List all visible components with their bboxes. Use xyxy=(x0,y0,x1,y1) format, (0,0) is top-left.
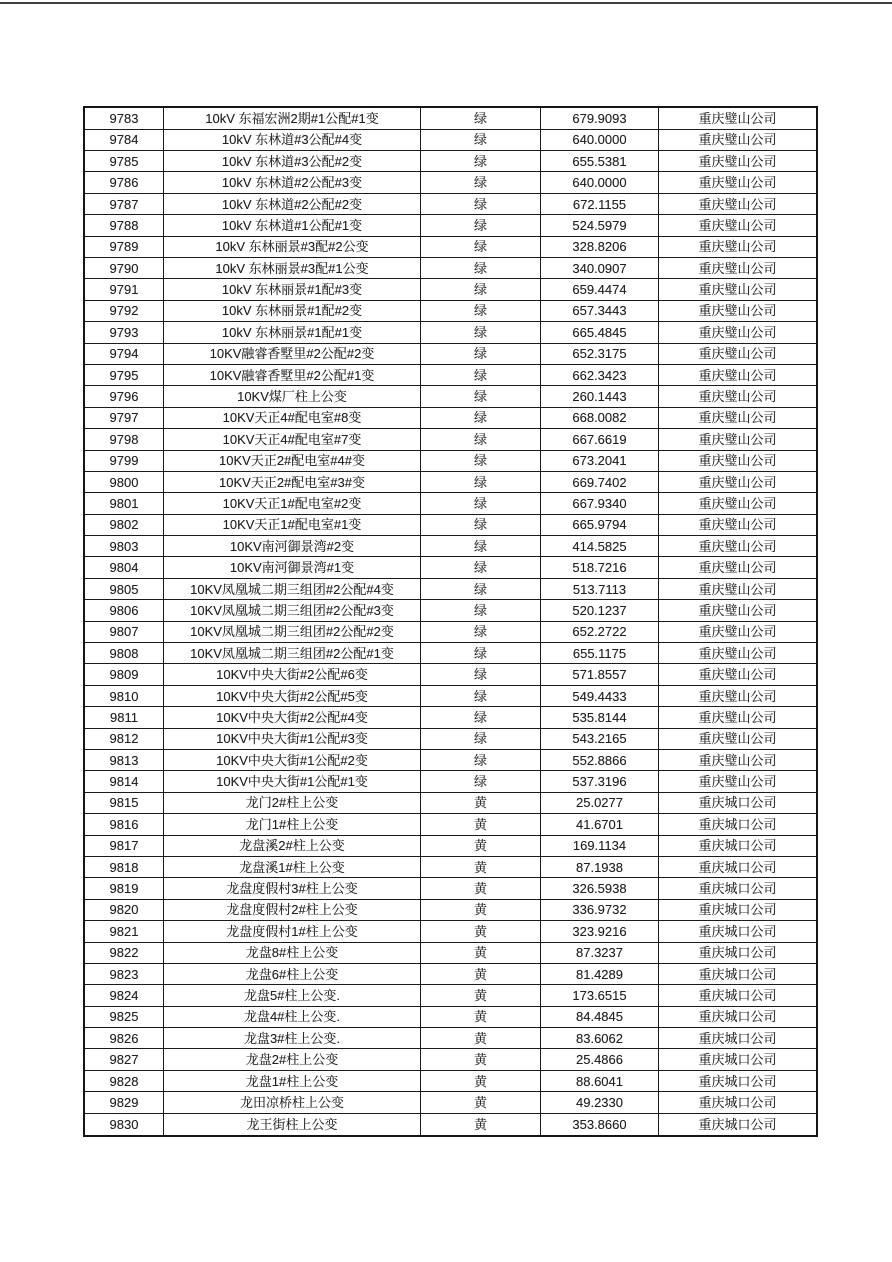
company-cell: 重庆璧山公司 xyxy=(659,471,818,492)
table-row xyxy=(84,151,817,172)
table-row xyxy=(84,899,817,920)
value-cell: 414.5825 xyxy=(541,536,659,557)
color-flag-cell: 绿 xyxy=(421,621,541,642)
value-cell: 672.1155 xyxy=(541,193,659,214)
color-flag-cell: 绿 xyxy=(421,236,541,257)
value-cell: 49.2330 xyxy=(541,1092,659,1113)
color-flag-cell: 绿 xyxy=(421,749,541,770)
device-name-cell: 10KV天正4#配电室#8变 xyxy=(164,407,421,428)
value-cell: 25.0277 xyxy=(541,792,659,813)
table-row xyxy=(84,1006,817,1027)
color-flag-cell: 绿 xyxy=(421,600,541,621)
device-name-cell: 10KV凤凰城二期三组团#2公配#1变 xyxy=(164,643,421,664)
company-cell: 重庆璧山公司 xyxy=(659,215,818,236)
row-id-cell: 9814 xyxy=(84,771,164,792)
device-name-cell: 10KV凤凰城二期三组团#2公配#4变 xyxy=(164,578,421,599)
value-cell: 88.6041 xyxy=(541,1070,659,1091)
row-id-cell: 9800 xyxy=(84,471,164,492)
company-cell: 重庆璧山公司 xyxy=(659,258,818,279)
color-flag-cell: 绿 xyxy=(421,771,541,792)
value-cell: 673.2041 xyxy=(541,450,659,471)
row-id-cell: 9783 xyxy=(84,107,164,129)
row-id-cell: 9820 xyxy=(84,899,164,920)
company-cell: 重庆城口公司 xyxy=(659,963,818,984)
device-name-cell: 龙门2#柱上公变 xyxy=(164,792,421,813)
device-name-cell: 10KV南河御景湾#1变 xyxy=(164,557,421,578)
color-flag-cell: 黄 xyxy=(421,899,541,920)
value-cell: 655.1175 xyxy=(541,643,659,664)
row-id-cell: 9808 xyxy=(84,643,164,664)
device-name-cell: 10kV 东林丽景#3配#2公变 xyxy=(164,236,421,257)
value-cell: 25.4866 xyxy=(541,1049,659,1070)
value-cell: 260.1443 xyxy=(541,386,659,407)
value-cell: 81.4289 xyxy=(541,963,659,984)
row-id-cell: 9785 xyxy=(84,151,164,172)
device-name-cell: 10KV凤凰城二期三组团#2公配#2变 xyxy=(164,621,421,642)
value-cell: 543.2165 xyxy=(541,728,659,749)
table-row xyxy=(84,215,817,236)
color-flag-cell: 绿 xyxy=(421,215,541,236)
company-cell: 重庆城口公司 xyxy=(659,1028,818,1049)
value-cell: 535.8144 xyxy=(541,707,659,728)
row-id-cell: 9805 xyxy=(84,578,164,599)
row-id-cell: 9792 xyxy=(84,300,164,321)
table-row xyxy=(84,322,817,343)
table-row xyxy=(84,600,817,621)
company-cell: 重庆城口公司 xyxy=(659,835,818,856)
device-name-cell: 10kV 东林丽景#3配#1公变 xyxy=(164,258,421,279)
device-name-cell: 10KV天正1#配电室#1变 xyxy=(164,514,421,535)
value-cell: 340.0907 xyxy=(541,258,659,279)
company-cell: 重庆璧山公司 xyxy=(659,129,818,150)
device-name-cell: 10KV天正4#配电室#7变 xyxy=(164,429,421,450)
value-cell: 665.4845 xyxy=(541,322,659,343)
company-cell: 重庆璧山公司 xyxy=(659,707,818,728)
table-row xyxy=(84,685,817,706)
device-name-cell: 龙盘4#柱上公变. xyxy=(164,1006,421,1027)
device-name-cell: 10KV天正2#配电室#4#变 xyxy=(164,450,421,471)
color-flag-cell: 黄 xyxy=(421,963,541,984)
company-cell: 重庆璧山公司 xyxy=(659,514,818,535)
row-id-cell: 9788 xyxy=(84,215,164,236)
company-cell: 重庆城口公司 xyxy=(659,1006,818,1027)
table-row xyxy=(84,450,817,471)
color-flag-cell: 绿 xyxy=(421,429,541,450)
row-id-cell: 9807 xyxy=(84,621,164,642)
table-row xyxy=(84,193,817,214)
value-cell: 513.7113 xyxy=(541,578,659,599)
scan-edge-line xyxy=(0,2,892,4)
company-cell: 重庆城口公司 xyxy=(659,899,818,920)
device-name-cell: 龙盘2#柱上公变 xyxy=(164,1049,421,1070)
value-cell: 571.8557 xyxy=(541,664,659,685)
table-row xyxy=(84,1070,817,1091)
color-flag-cell: 绿 xyxy=(421,322,541,343)
company-cell: 重庆璧山公司 xyxy=(659,621,818,642)
table-row xyxy=(84,985,817,1006)
company-cell: 重庆璧山公司 xyxy=(659,386,818,407)
table-row xyxy=(84,236,817,257)
row-id-cell: 9796 xyxy=(84,386,164,407)
value-cell: 657.3443 xyxy=(541,300,659,321)
company-cell: 重庆璧山公司 xyxy=(659,107,818,129)
device-name-cell: 龙盘度假村1#柱上公变 xyxy=(164,921,421,942)
color-flag-cell: 绿 xyxy=(421,279,541,300)
table-row xyxy=(84,493,817,514)
device-name-cell: 10kV 东林丽景#1配#1变 xyxy=(164,322,421,343)
company-cell: 重庆璧山公司 xyxy=(659,493,818,514)
device-name-cell: 10kV 东林丽景#1配#3变 xyxy=(164,279,421,300)
row-id-cell: 9811 xyxy=(84,707,164,728)
color-flag-cell: 黄 xyxy=(421,921,541,942)
table-row xyxy=(84,749,817,770)
table-body xyxy=(84,107,817,1136)
table-row xyxy=(84,963,817,984)
device-name-cell: 10KV南河御景湾#2变 xyxy=(164,536,421,557)
color-flag-cell: 绿 xyxy=(421,129,541,150)
device-name-cell: 10kV 东林丽景#1配#2变 xyxy=(164,300,421,321)
value-cell: 328.8206 xyxy=(541,236,659,257)
table-row xyxy=(84,172,817,193)
row-id-cell: 9806 xyxy=(84,600,164,621)
color-flag-cell: 黄 xyxy=(421,835,541,856)
company-cell: 重庆璧山公司 xyxy=(659,450,818,471)
device-name-cell: 10KV中央大街#2公配#4变 xyxy=(164,707,421,728)
row-id-cell: 9816 xyxy=(84,814,164,835)
device-name-cell: 龙盘度假村3#柱上公变 xyxy=(164,878,421,899)
value-cell: 659.4474 xyxy=(541,279,659,300)
company-cell: 重庆璧山公司 xyxy=(659,151,818,172)
company-cell: 重庆璧山公司 xyxy=(659,536,818,557)
table-row xyxy=(84,279,817,300)
table-row xyxy=(84,343,817,364)
row-id-cell: 9786 xyxy=(84,172,164,193)
device-name-cell: 龙盘度假村2#柱上公变 xyxy=(164,899,421,920)
color-flag-cell: 绿 xyxy=(421,364,541,385)
device-name-cell: 龙盘1#柱上公变 xyxy=(164,1070,421,1091)
color-flag-cell: 绿 xyxy=(421,193,541,214)
value-cell: 668.0082 xyxy=(541,407,659,428)
row-id-cell: 9815 xyxy=(84,792,164,813)
color-flag-cell: 黄 xyxy=(421,878,541,899)
table-row xyxy=(84,664,817,685)
table-row xyxy=(84,386,817,407)
value-cell: 326.5938 xyxy=(541,878,659,899)
color-flag-cell: 绿 xyxy=(421,685,541,706)
table-row xyxy=(84,878,817,899)
row-id-cell: 9813 xyxy=(84,749,164,770)
value-cell: 665.9794 xyxy=(541,514,659,535)
color-flag-cell: 绿 xyxy=(421,707,541,728)
row-id-cell: 9829 xyxy=(84,1092,164,1113)
value-cell: 84.4845 xyxy=(541,1006,659,1027)
company-cell: 重庆璧山公司 xyxy=(659,557,818,578)
value-cell: 87.1938 xyxy=(541,856,659,877)
device-name-cell: 龙盘溪1#柱上公变 xyxy=(164,856,421,877)
value-cell: 669.7402 xyxy=(541,471,659,492)
color-flag-cell: 绿 xyxy=(421,258,541,279)
color-flag-cell: 黄 xyxy=(421,985,541,1006)
table-row xyxy=(84,814,817,835)
device-name-cell: 10KV中央大街#1公配#2变 xyxy=(164,749,421,770)
company-cell: 重庆城口公司 xyxy=(659,1092,818,1113)
row-id-cell: 9830 xyxy=(84,1113,164,1136)
device-name-cell: 龙王街柱上公变 xyxy=(164,1113,421,1136)
table-row xyxy=(84,728,817,749)
value-cell: 662.3423 xyxy=(541,364,659,385)
value-cell: 552.8866 xyxy=(541,749,659,770)
company-cell: 重庆璧山公司 xyxy=(659,600,818,621)
value-cell: 652.3175 xyxy=(541,343,659,364)
row-id-cell: 9809 xyxy=(84,664,164,685)
company-cell: 重庆璧山公司 xyxy=(659,322,818,343)
color-flag-cell: 黄 xyxy=(421,814,541,835)
table-row xyxy=(84,792,817,813)
value-cell: 537.3196 xyxy=(541,771,659,792)
value-cell: 169.1134 xyxy=(541,835,659,856)
device-name-cell: 10kV 东林道#1公配#1变 xyxy=(164,215,421,236)
row-id-cell: 9797 xyxy=(84,407,164,428)
transformer-table xyxy=(83,106,818,1137)
row-id-cell: 9795 xyxy=(84,364,164,385)
company-cell: 重庆城口公司 xyxy=(659,1049,818,1070)
table-row xyxy=(84,643,817,664)
table-row xyxy=(84,514,817,535)
device-name-cell: 龙盘溪2#柱上公变 xyxy=(164,835,421,856)
row-id-cell: 9825 xyxy=(84,1006,164,1027)
color-flag-cell: 绿 xyxy=(421,343,541,364)
device-name-cell: 10kV 东林道#3公配#2变 xyxy=(164,151,421,172)
company-cell: 重庆城口公司 xyxy=(659,878,818,899)
row-id-cell: 9784 xyxy=(84,129,164,150)
table-row xyxy=(84,1113,817,1136)
row-id-cell: 9824 xyxy=(84,985,164,1006)
table-row xyxy=(84,621,817,642)
value-cell: 549.4433 xyxy=(541,685,659,706)
table-row xyxy=(84,300,817,321)
table-row xyxy=(84,771,817,792)
color-flag-cell: 黄 xyxy=(421,856,541,877)
company-cell: 重庆璧山公司 xyxy=(659,664,818,685)
value-cell: 520.1237 xyxy=(541,600,659,621)
row-id-cell: 9803 xyxy=(84,536,164,557)
device-name-cell: 10KV中央大街#1公配#3变 xyxy=(164,728,421,749)
row-id-cell: 9791 xyxy=(84,279,164,300)
device-name-cell: 10KV天正2#配电室#3#变 xyxy=(164,471,421,492)
device-name-cell: 龙盘5#柱上公变. xyxy=(164,985,421,1006)
company-cell: 重庆城口公司 xyxy=(659,792,818,813)
value-cell: 41.6701 xyxy=(541,814,659,835)
table-row xyxy=(84,471,817,492)
company-cell: 重庆璧山公司 xyxy=(659,364,818,385)
color-flag-cell: 绿 xyxy=(421,407,541,428)
device-name-cell: 龙门1#柱上公变 xyxy=(164,814,421,835)
table-row xyxy=(84,835,817,856)
row-id-cell: 9787 xyxy=(84,193,164,214)
row-id-cell: 9810 xyxy=(84,685,164,706)
color-flag-cell: 绿 xyxy=(421,386,541,407)
company-cell: 重庆璧山公司 xyxy=(659,685,818,706)
company-cell: 重庆城口公司 xyxy=(659,814,818,835)
color-flag-cell: 黄 xyxy=(421,1070,541,1091)
value-cell: 336.9732 xyxy=(541,899,659,920)
table-row xyxy=(84,429,817,450)
table-row xyxy=(84,1049,817,1070)
row-id-cell: 9828 xyxy=(84,1070,164,1091)
company-cell: 重庆璧山公司 xyxy=(659,343,818,364)
company-cell: 重庆璧山公司 xyxy=(659,236,818,257)
company-cell: 重庆城口公司 xyxy=(659,1113,818,1136)
row-id-cell: 9801 xyxy=(84,493,164,514)
row-id-cell: 9804 xyxy=(84,557,164,578)
table-row xyxy=(84,107,817,129)
value-cell: 83.6062 xyxy=(541,1028,659,1049)
table-row xyxy=(84,921,817,942)
row-id-cell: 9822 xyxy=(84,942,164,963)
company-cell: 重庆璧山公司 xyxy=(659,728,818,749)
row-id-cell: 9818 xyxy=(84,856,164,877)
color-flag-cell: 绿 xyxy=(421,450,541,471)
color-flag-cell: 黄 xyxy=(421,792,541,813)
device-name-cell: 10kV 东林道#2公配#2变 xyxy=(164,193,421,214)
color-flag-cell: 绿 xyxy=(421,664,541,685)
company-cell: 重庆城口公司 xyxy=(659,942,818,963)
table-row xyxy=(84,536,817,557)
row-id-cell: 9812 xyxy=(84,728,164,749)
color-flag-cell: 绿 xyxy=(421,557,541,578)
value-cell: 667.6619 xyxy=(541,429,659,450)
device-name-cell: 龙田凉桥柱上公变 xyxy=(164,1092,421,1113)
table-row xyxy=(84,707,817,728)
device-name-cell: 龙盘8#柱上公变 xyxy=(164,942,421,963)
company-cell: 重庆城口公司 xyxy=(659,921,818,942)
row-id-cell: 9821 xyxy=(84,921,164,942)
color-flag-cell: 绿 xyxy=(421,300,541,321)
value-cell: 518.7216 xyxy=(541,557,659,578)
color-flag-cell: 绿 xyxy=(421,471,541,492)
color-flag-cell: 绿 xyxy=(421,578,541,599)
device-name-cell: 10KV融睿香墅里#2公配#1变 xyxy=(164,364,421,385)
color-flag-cell: 绿 xyxy=(421,536,541,557)
color-flag-cell: 绿 xyxy=(421,493,541,514)
table-row xyxy=(84,557,817,578)
company-cell: 重庆璧山公司 xyxy=(659,643,818,664)
table-row xyxy=(84,942,817,963)
color-flag-cell: 黄 xyxy=(421,1092,541,1113)
company-cell: 重庆璧山公司 xyxy=(659,429,818,450)
company-cell: 重庆璧山公司 xyxy=(659,193,818,214)
value-cell: 655.5381 xyxy=(541,151,659,172)
company-cell: 重庆璧山公司 xyxy=(659,578,818,599)
value-cell: 679.9093 xyxy=(541,107,659,129)
value-cell: 353.8660 xyxy=(541,1113,659,1136)
value-cell: 87.3237 xyxy=(541,942,659,963)
value-cell: 652.2722 xyxy=(541,621,659,642)
value-cell: 323.9216 xyxy=(541,921,659,942)
device-name-cell: 龙盘3#柱上公变. xyxy=(164,1028,421,1049)
device-name-cell: 10KV中央大街#2公配#5变 xyxy=(164,685,421,706)
color-flag-cell: 绿 xyxy=(421,643,541,664)
company-cell: 重庆璧山公司 xyxy=(659,771,818,792)
row-id-cell: 9823 xyxy=(84,963,164,984)
row-id-cell: 9826 xyxy=(84,1028,164,1049)
device-name-cell: 10KV天正1#配电室#2变 xyxy=(164,493,421,514)
device-name-cell: 10KV煤厂柱上公变 xyxy=(164,386,421,407)
row-id-cell: 9794 xyxy=(84,343,164,364)
company-cell: 重庆璧山公司 xyxy=(659,279,818,300)
device-name-cell: 10KV中央大街#1公配#1变 xyxy=(164,771,421,792)
company-cell: 重庆璧山公司 xyxy=(659,407,818,428)
value-cell: 667.9340 xyxy=(541,493,659,514)
table-row xyxy=(84,1028,817,1049)
device-name-cell: 10kV 东福宏洲2期#1公配#1变 xyxy=(164,107,421,129)
table-row xyxy=(84,1092,817,1113)
company-cell: 重庆城口公司 xyxy=(659,856,818,877)
table-row xyxy=(84,407,817,428)
color-flag-cell: 绿 xyxy=(421,172,541,193)
color-flag-cell: 绿 xyxy=(421,107,541,129)
company-cell: 重庆城口公司 xyxy=(659,985,818,1006)
company-cell: 重庆璧山公司 xyxy=(659,749,818,770)
device-name-cell: 10KV凤凰城二期三组团#2公配#3变 xyxy=(164,600,421,621)
device-name-cell: 10KV融睿香墅里#2公配#2变 xyxy=(164,343,421,364)
color-flag-cell: 绿 xyxy=(421,514,541,535)
row-id-cell: 9799 xyxy=(84,450,164,471)
row-id-cell: 9793 xyxy=(84,322,164,343)
row-id-cell: 9790 xyxy=(84,258,164,279)
device-name-cell: 10kV 东林道#2公配#3变 xyxy=(164,172,421,193)
device-name-cell: 龙盘6#柱上公变 xyxy=(164,963,421,984)
value-cell: 524.5979 xyxy=(541,215,659,236)
table-row xyxy=(84,856,817,877)
device-name-cell: 10kV 东林道#3公配#4变 xyxy=(164,129,421,150)
row-id-cell: 9817 xyxy=(84,835,164,856)
color-flag-cell: 绿 xyxy=(421,728,541,749)
color-flag-cell: 绿 xyxy=(421,151,541,172)
device-name-cell: 10KV中央大街#2公配#6变 xyxy=(164,664,421,685)
row-id-cell: 9789 xyxy=(84,236,164,257)
row-id-cell: 9802 xyxy=(84,514,164,535)
color-flag-cell: 黄 xyxy=(421,1028,541,1049)
color-flag-cell: 黄 xyxy=(421,1113,541,1136)
value-cell: 640.0000 xyxy=(541,172,659,193)
table-row xyxy=(84,258,817,279)
row-id-cell: 9827 xyxy=(84,1049,164,1070)
table-row xyxy=(84,129,817,150)
company-cell: 重庆璧山公司 xyxy=(659,172,818,193)
table-row xyxy=(84,578,817,599)
color-flag-cell: 黄 xyxy=(421,942,541,963)
color-flag-cell: 黄 xyxy=(421,1006,541,1027)
company-cell: 重庆城口公司 xyxy=(659,1070,818,1091)
row-id-cell: 9798 xyxy=(84,429,164,450)
row-id-cell: 9819 xyxy=(84,878,164,899)
value-cell: 173.6515 xyxy=(541,985,659,1006)
color-flag-cell: 黄 xyxy=(421,1049,541,1070)
value-cell: 640.0000 xyxy=(541,129,659,150)
table-row xyxy=(84,364,817,385)
company-cell: 重庆璧山公司 xyxy=(659,300,818,321)
